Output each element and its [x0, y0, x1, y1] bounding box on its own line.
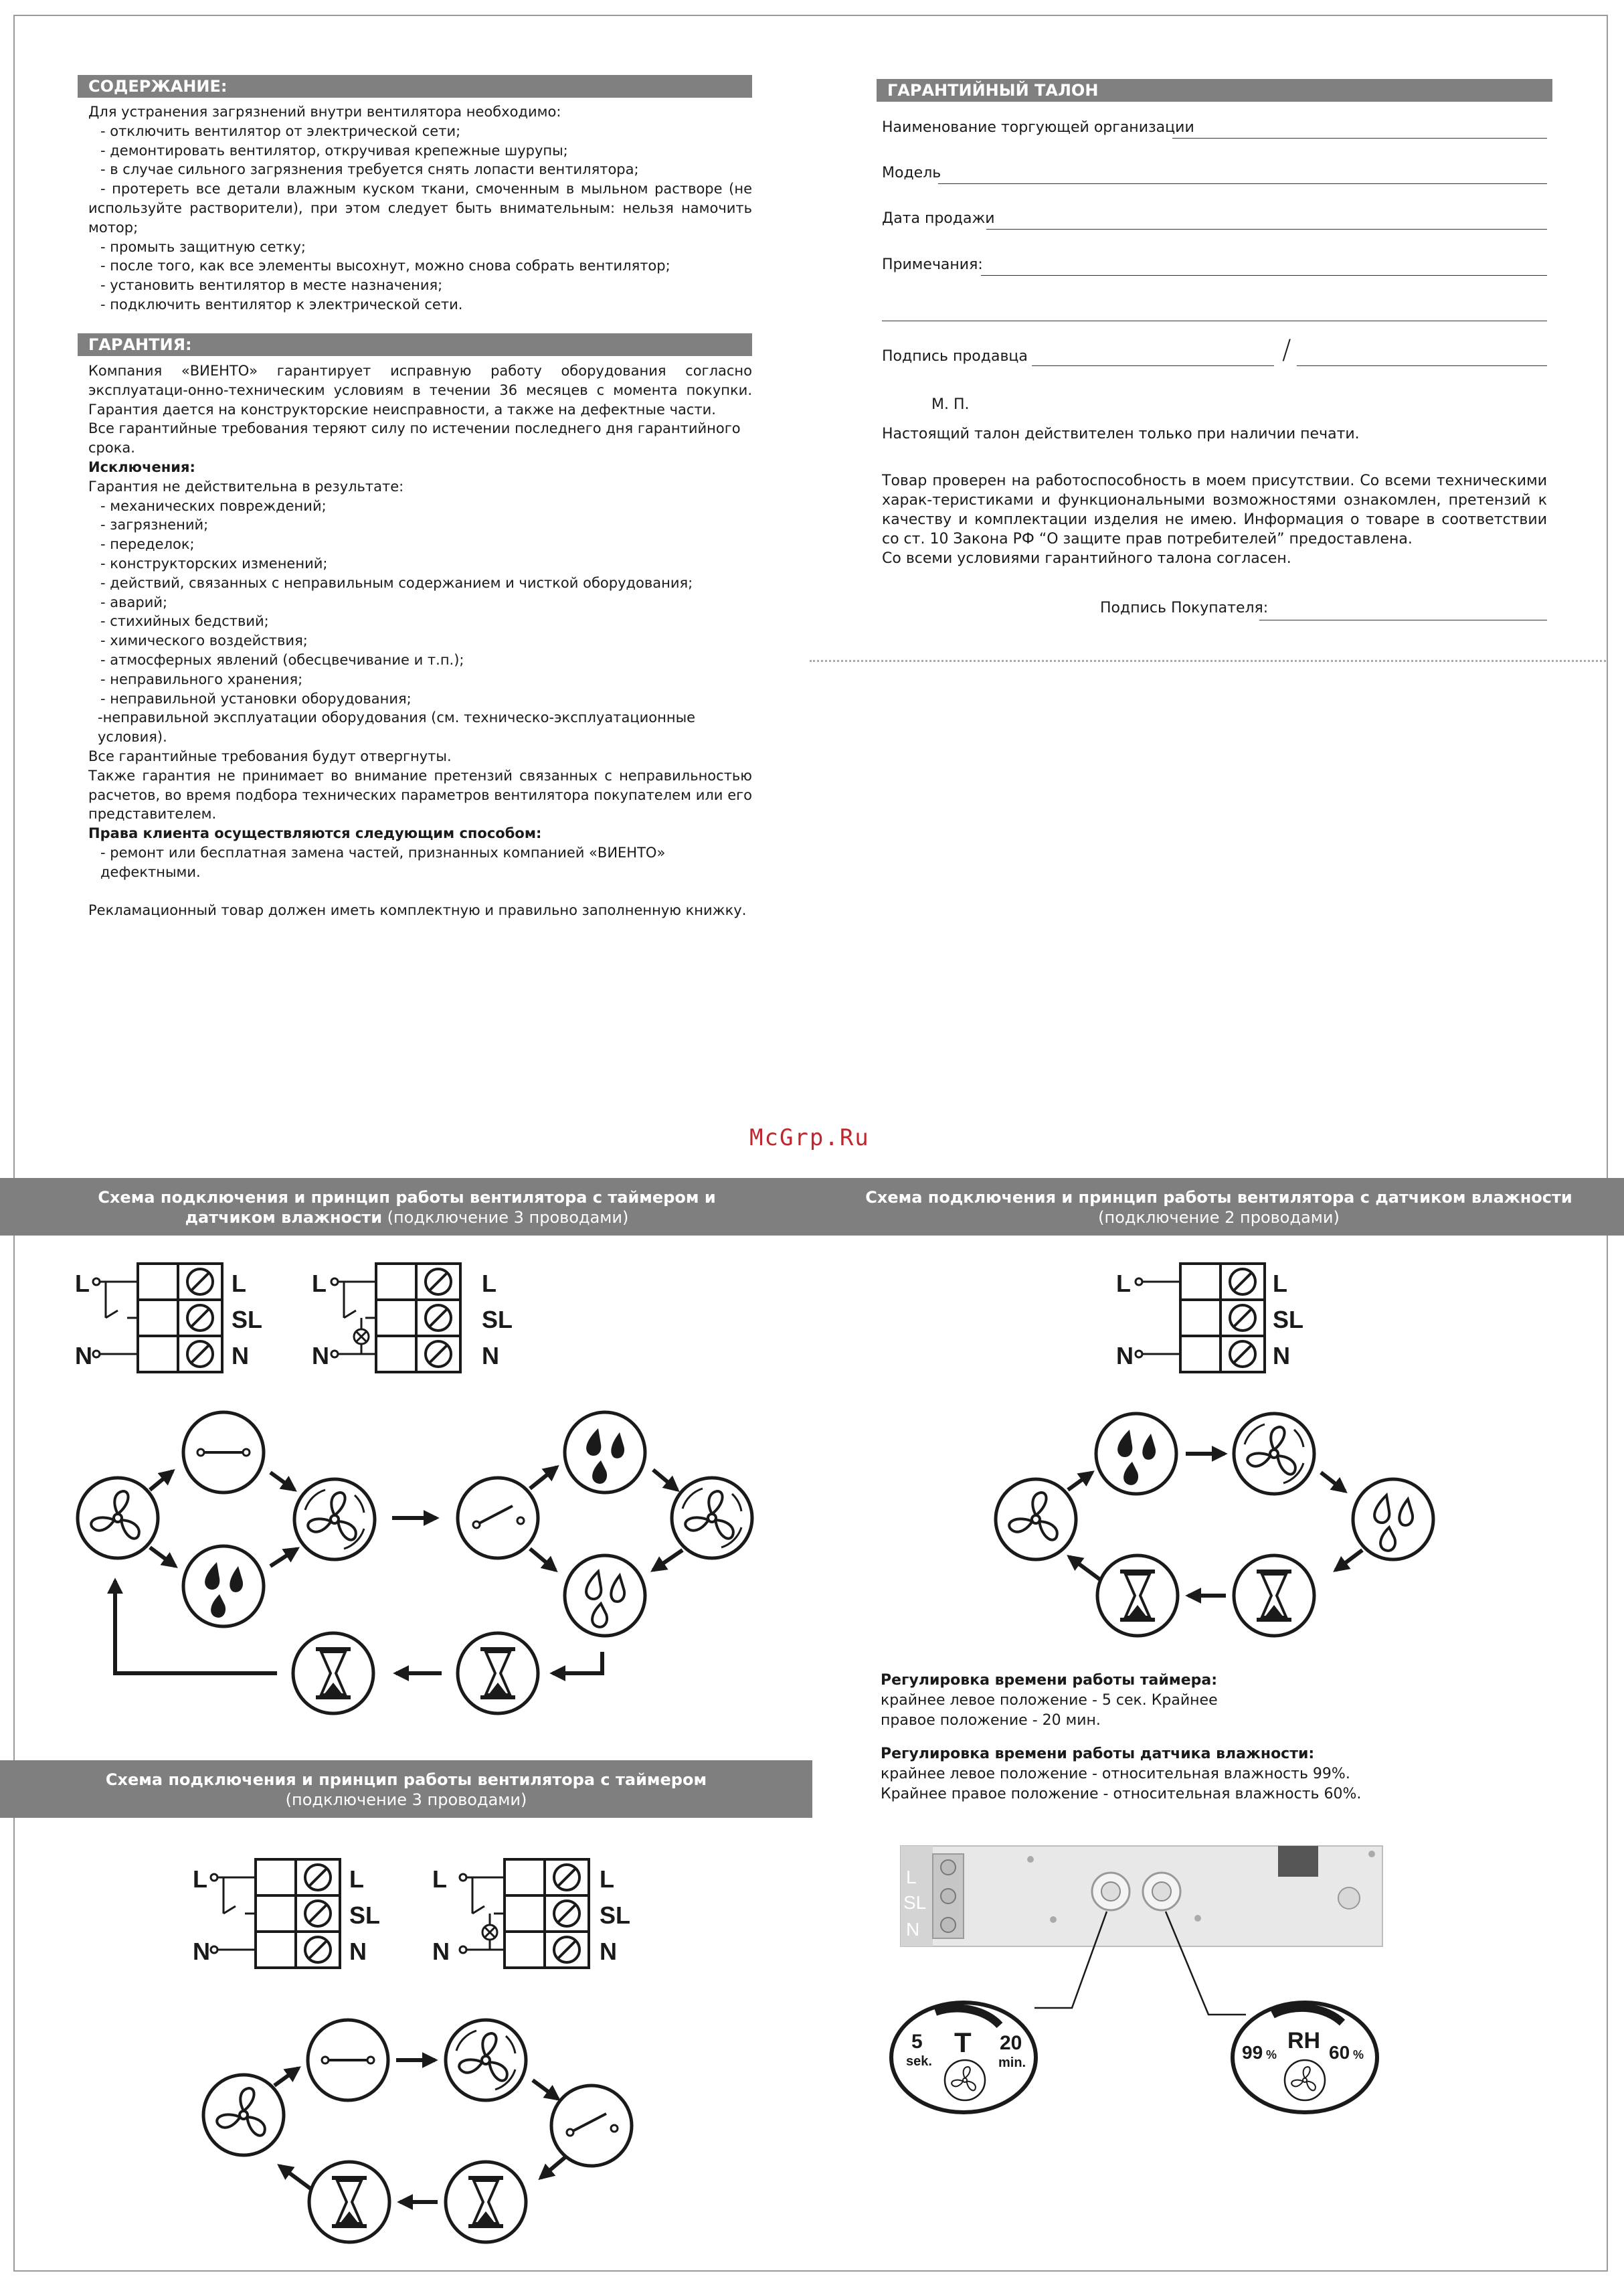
list-item: - протереть все детали влажным куском ткани, смоченным в мыльном растворе (не используйте растворители), при этом следует быть внимательным: нельзя намочить мотор; — [88, 181, 752, 236]
term-label: N — [312, 1342, 329, 1369]
org-label: Наименование торгующей организации — [882, 119, 1194, 136]
term-label: N — [432, 1938, 450, 1965]
term-label: L — [432, 1865, 447, 1893]
list-item: - механических повреждений; — [100, 497, 327, 514]
agree-note: Со всеми условиями гарантийного талона согласен. — [882, 550, 1291, 567]
timer-min-unit: sek. — [906, 2054, 932, 2069]
banner3-bold: Схема подключения и принцип работы вентилятора с таймером — [105, 1770, 707, 1789]
list-item: - неправильного хранения; — [100, 671, 303, 687]
flow-diagram-2 — [996, 1414, 1433, 1636]
wiring-diagram-1b — [331, 1264, 460, 1372]
wiring-diagram-1a — [93, 1264, 222, 1372]
term-label: L — [349, 1865, 364, 1893]
rh-pct: % — [1353, 2048, 1364, 2061]
term-label: SL — [349, 1901, 381, 1929]
stamp-label: М. П. — [931, 396, 970, 413]
seller-sign-label: Подпись продавца — [882, 348, 1028, 365]
buyer-sign-label: Подпись Покупателя: — [1100, 600, 1269, 616]
maintenance-intro: Для устранения загрязнений внутри вентилятора необходимо: — [88, 104, 561, 120]
term-label: N — [600, 1938, 617, 1965]
rh-min: 99 — [1242, 2042, 1263, 2063]
wiring-diagram-2 — [1136, 1264, 1265, 1372]
rh-max: 60 — [1329, 2042, 1350, 2063]
term-label: L — [1273, 1270, 1287, 1297]
timer-letter: T — [954, 2027, 972, 2058]
term-label: N — [482, 1342, 499, 1369]
timer-adjust-line2: правое положение - 20 мин. — [881, 1712, 1101, 1729]
rejected-note: Все гарантийные требования будут отвергнуты. — [88, 748, 452, 764]
list-item: - химического воздействия; — [100, 632, 308, 649]
term-label: L — [482, 1270, 497, 1297]
banner1-bold: Схема подключения и принцип работы вентилятора с таймером и датчиком влажности — [98, 1188, 716, 1227]
calc-note: Также гарантия не принимает во внимание претензий связанных с неправильностью расчетов, во время подбора технических параметров вентилятора покупателем или его представителем. — [88, 767, 752, 823]
board-label: N — [906, 1919, 920, 1940]
banner1-normal: (подключение 3 проводами) — [382, 1208, 629, 1227]
term-label: L — [75, 1270, 90, 1297]
exceptions-intro: Гарантия не действительна в результате: — [88, 478, 404, 495]
model-label: Модель — [882, 165, 941, 181]
timer-max: 20 — [1000, 2032, 1022, 2054]
term-label: N — [75, 1342, 92, 1369]
list-item: - подключить вентилятор к электрической сети. — [100, 296, 463, 313]
term-label: SL — [482, 1306, 513, 1333]
date-label: Дата продажи — [882, 210, 995, 227]
term-label: N — [349, 1938, 367, 1965]
timer-min: 5 — [911, 2031, 923, 2053]
list-item: -неправильной эксплуатации оборудования (см. техническо-эксплуатационные условия). — [98, 709, 696, 746]
notes-label: Примечания: — [882, 256, 983, 273]
timer-adjust-title: Регулировка времени работы таймера: — [881, 1672, 1218, 1689]
term-label: N — [193, 1938, 210, 1965]
list-item: - установить вентилятор в месте назначения; — [100, 277, 443, 294]
banner2-normal: (подключение 2 проводами) — [1098, 1208, 1340, 1227]
rights-item: - ремонт или бесплатная замена частей, признанных компанией «ВИЕНТО» дефектными. — [100, 844, 666, 880]
banner2-bold: Схема подключения и принцип работы вентилятора с датчиком влажности — [865, 1188, 1572, 1207]
list-item: - загрязнений; — [100, 517, 209, 533]
board-label: L — [906, 1867, 917, 1887]
term-label: L — [600, 1865, 614, 1893]
term-label: L — [232, 1270, 246, 1297]
banner3-normal: (подключение 3 проводами) — [285, 1790, 527, 1809]
term-label: N — [1273, 1342, 1290, 1369]
term-label: L — [1116, 1270, 1131, 1297]
coupon-heading: ГАРАНТИЙНЫЙ ТАЛОН — [877, 79, 1552, 102]
wiring-diagram-3a — [211, 1859, 340, 1968]
list-item: - действий, связанных с неправильным содержанием и чисткой оборудования; — [100, 574, 693, 591]
rights-title: Права клиента осуществляются следующим способом: — [88, 825, 542, 842]
list-item: - стихийных бедствий; — [100, 613, 269, 630]
humidity-dial — [1233, 2003, 1377, 2112]
humidity-adjust-line2: Крайнее правое положение - относительная влажность 60%. — [881, 1786, 1362, 1802]
list-item: - неправильной установки оборудования; — [100, 690, 412, 707]
list-item: - атмосферных явлений (обесцвечивание и т.п.); — [100, 651, 464, 668]
timer-max-unit: min. — [998, 2055, 1026, 2070]
term-label: N — [232, 1342, 249, 1369]
list-item: - демонтировать вентилятор, откручивая крепежные шурупы; — [100, 142, 568, 159]
controller-board-photo — [901, 1846, 1382, 1946]
warranty-p1: Компания «ВИЕНТО» гарантирует исправную работу оборудования согласно эксплуатаци-онно-техническим условиям в течении 36 месяцев с момента покупки. Гарантия дается на конструкторские неисправности, а также на дефектные части. — [88, 363, 752, 418]
warranty-heading: ГАРАНТИЯ: — [78, 333, 752, 356]
term-label: N — [1116, 1342, 1134, 1369]
rh-letter: RH — [1287, 2028, 1321, 2053]
list-item: - промыть защитную сетку; — [100, 238, 306, 255]
list-item: - в случае сильного загрязнения требуется снять лопасти вентилятора; — [100, 161, 639, 178]
humidity-adjust-title: Регулировка времени работы датчика влажности: — [881, 1746, 1315, 1762]
timer-dial — [891, 2003, 1036, 2112]
statement: Товар проверен на работоспособность в моем присутствии. Со всеми техническими харак-теристиками и функциональными возможностями ознакомлен, претензий к качеству и комплектации изделия не имею. Информация о товаре в соответствии со ст. 10 Закона РФ “О защите прав потребителей” предоставлена. — [882, 473, 1547, 547]
timer-adjust-line1: крайнее левое положение - 5 сек. Крайнее — [881, 1692, 1218, 1709]
valid-note: Настоящий талон действителен только при наличии печати. — [882, 426, 1360, 442]
flow-diagram-3 — [203, 2020, 632, 2242]
term-label: L — [312, 1270, 327, 1297]
term-label: SL — [600, 1901, 631, 1929]
slash: / — [1282, 335, 1291, 365]
watermark: McGrp.Ru — [749, 1124, 870, 1151]
rh-pct: % — [1266, 2048, 1277, 2061]
flow-diagram-1 — [78, 1412, 752, 1713]
term-label: SL — [1273, 1306, 1304, 1333]
warranty-p2: Все гарантийные требования теряют силу по истечении последнего дня гарантийного срока. — [88, 420, 741, 456]
term-label: SL — [232, 1306, 263, 1333]
exceptions-title: Исключения: — [88, 458, 195, 475]
maintenance-heading: СОДЕРЖАНИЕ: — [78, 75, 752, 98]
claim-note: Рекламационный товар должен иметь комплектную и правильно заполненную книжку. — [88, 902, 747, 919]
humidity-adjust-line1: крайнее левое положение - относительная влажность 99%. — [881, 1766, 1350, 1782]
term-label: L — [193, 1865, 207, 1893]
wiring-diagram-3b — [460, 1859, 589, 1968]
list-item: - отключить вентилятор от электрической сети; — [100, 122, 461, 139]
board-label: SL — [903, 1892, 927, 1913]
list-item: - аварий; — [100, 594, 168, 610]
list-item: - переделок; — [100, 536, 195, 553]
list-item: - после того, как все элементы высохнут, можно снова собрать вентилятор; — [100, 258, 670, 274]
list-item: - конструкторских изменений; — [100, 555, 328, 572]
